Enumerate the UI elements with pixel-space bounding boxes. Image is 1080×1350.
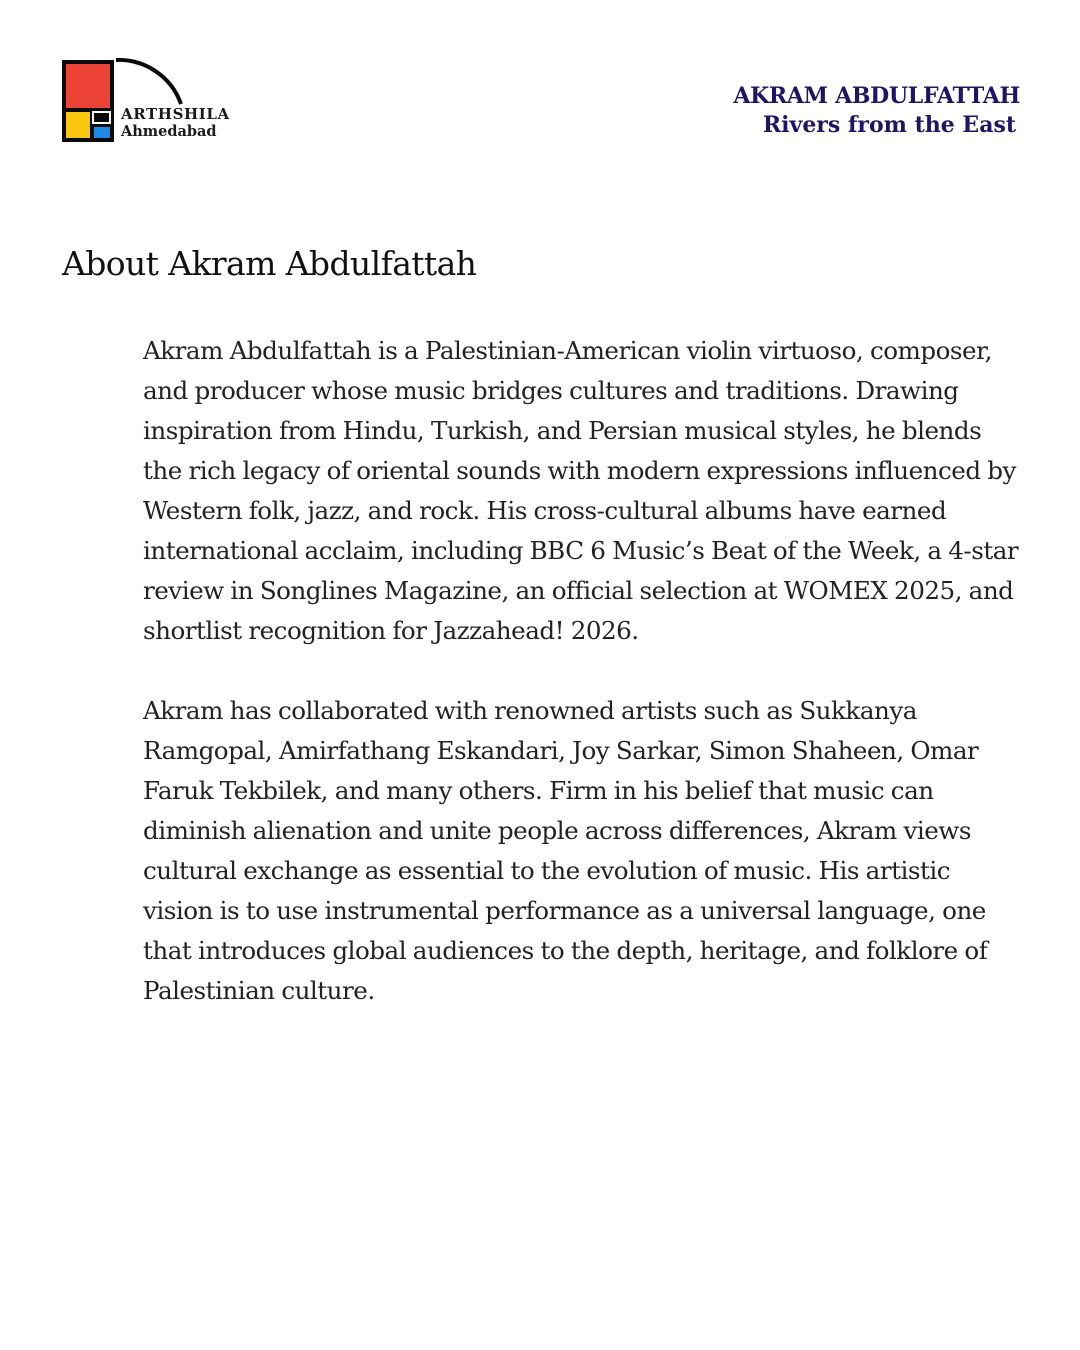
logo-wordmark <box>121 106 230 140</box>
artist-name: AKRAM ABDULFATTAH <box>733 83 1020 109</box>
logo-name: ARTHSHILA <box>121 105 230 123</box>
header-title-block <box>733 82 1020 140</box>
biography-paragraph-2: Akram has collaborated with renowned artists such as Sukkanya Ramgopal, Amirfathang Eskandari, Joy Sarkar, Simon Shaheen, Omar Faruk Tekbilek, and many others. Firm in his belief that music can diminish alienation and unite people across differences, Akram views cultural exchange as essential to the evolution of music. His artistic vision is to use instrumental performance as a universal language, one that introduces global audiences to the depth, heritage, and folklore of Palestinian culture. <box>143 696 988 1005</box>
exhibition-title: Rivers from the East <box>762 112 1016 138</box>
biography-text <box>143 331 1023 1051</box>
biography-paragraph-1: Akram Abdulfattah is a Palestinian-American violin virtuoso, composer, and producer whose music bridges cultures and traditions. Drawing inspiration from Hindu, Turkish, and Persian musical styles, he blends the rich legacy of oriental sounds with modern expressions influenced by Western folk, jazz, and rock. His cross-cultural albums have earned international acclaim, including BBC 6 Music’s Beat of the Week, a 4-star review in Songlines Magazine, an official selection at WOMEX 2025, and shortlist recognition for Jazzahead! 2026. <box>143 336 1019 645</box>
logo-city: Ahmedabad <box>121 123 217 140</box>
arthshila-logo <box>62 58 242 148</box>
page-title: About Akram Abdulfattah <box>62 244 477 283</box>
